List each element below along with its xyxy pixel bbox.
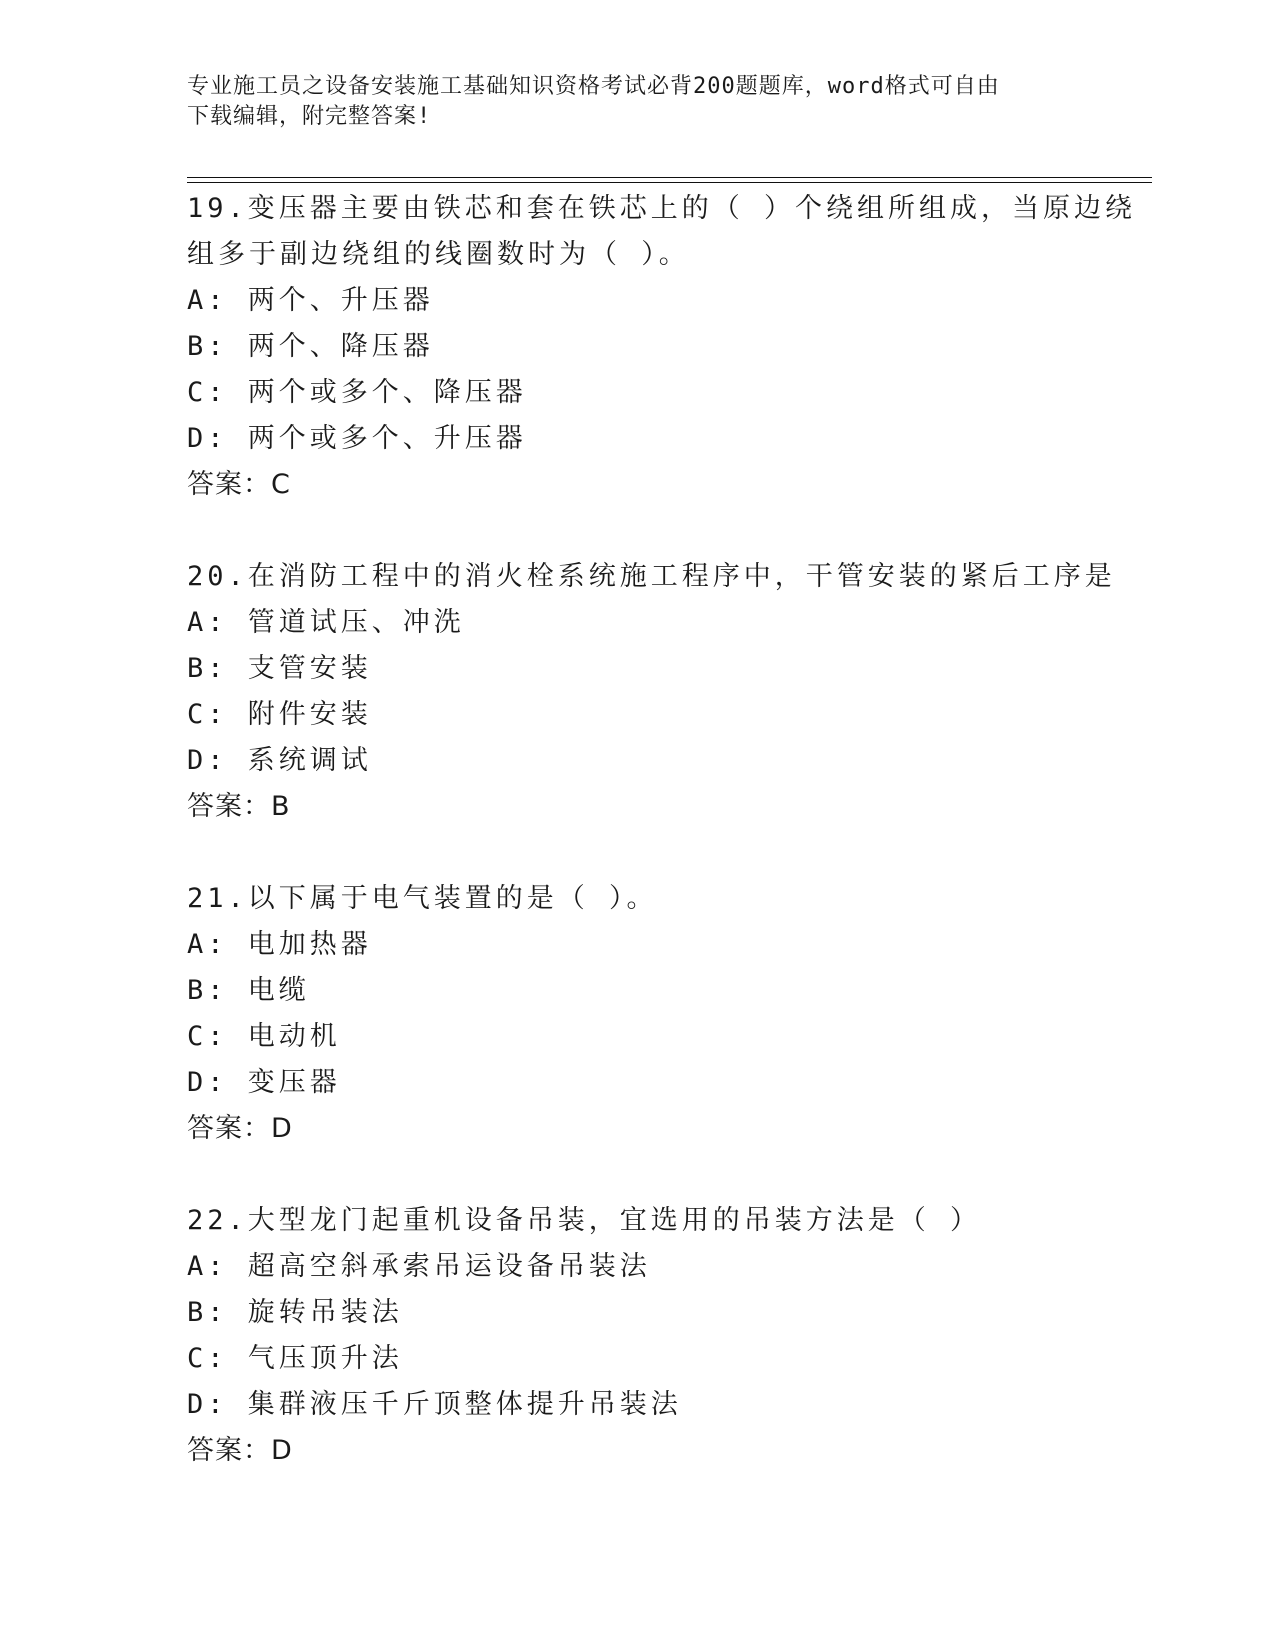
option-a: A: 两个、升压器 (187, 285, 434, 316)
option-b: B: 电缆 (187, 975, 310, 1006)
question-19 (187, 186, 1137, 508)
header-divider-top (187, 177, 1152, 178)
option-c: C: 电动机 (187, 1021, 341, 1052)
option-c: C: 附件安装 (187, 699, 372, 730)
question-stem-line: 20.在消防工程中的消火栓系统施工程序中，干管安装的紧后工序是 (187, 561, 1116, 592)
header-line-1: 专业施工员之设备安装施工基础知识资格考试必背200题题库，word格式可自由 (187, 74, 1000, 99)
option-a: A: 管道试压、冲洗 (187, 607, 465, 638)
question-21 (187, 876, 1087, 1152)
answer: 答案：D (187, 1435, 293, 1466)
document-header (187, 72, 1067, 132)
answer: 答案：D (187, 1113, 293, 1144)
question-22 (187, 1198, 1087, 1474)
option-b: B: 支管安装 (187, 653, 372, 684)
option-d: D: 变压器 (187, 1067, 341, 1098)
option-a: A: 超高空斜承索吊运设备吊装法 (187, 1251, 651, 1282)
question-stem-line: 21.以下属于电气装置的是（ ）。 (187, 883, 658, 914)
option-c: C: 气压顶升法 (187, 1343, 403, 1374)
answer: 答案：C (187, 469, 291, 500)
header-divider-bottom (187, 182, 1152, 183)
option-c: C: 两个或多个、降压器 (187, 377, 527, 408)
question-stem-line: 19.变压器主要由铁芯和套在铁芯上的（ ）个绕组所组成，当原边绕 (187, 193, 1137, 224)
option-a: A: 电加热器 (187, 929, 372, 960)
option-d: D: 系统调试 (187, 745, 372, 776)
option-d: D: 集群液压千斤顶整体提升吊装法 (187, 1389, 682, 1420)
question-20 (187, 554, 1116, 830)
option-d: D: 两个或多个、升压器 (187, 423, 527, 454)
answer: 答案：B (187, 791, 291, 822)
header-line-2: 下载编辑，附完整答案! (187, 104, 432, 129)
question-stem-line: 组多于副边绕组的线圈数时为（ ）。 (187, 239, 690, 270)
question-stem-line: 22.大型龙门起重机设备吊装，宜选用的吊装方法是（ ） (187, 1205, 982, 1236)
option-b: B: 旋转吊装法 (187, 1297, 403, 1328)
option-b: B: 两个、降压器 (187, 331, 434, 362)
